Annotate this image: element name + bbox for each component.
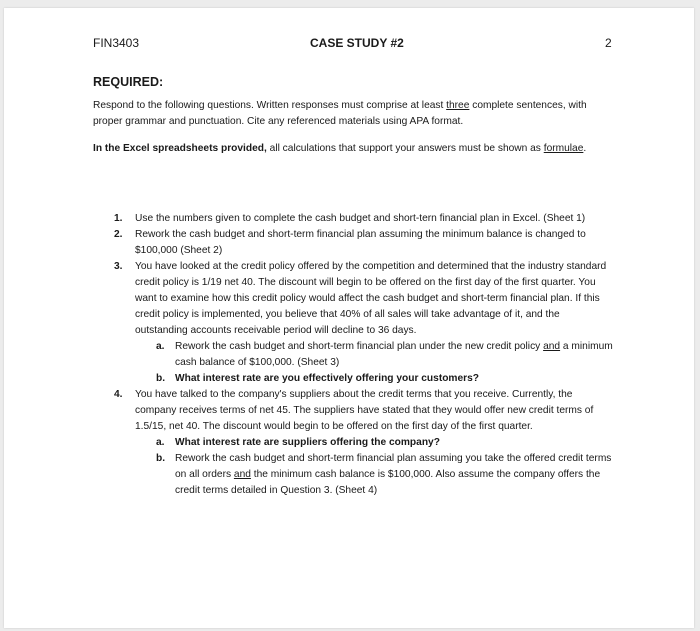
subpart-letter: b.	[156, 453, 166, 464]
document-title: CASE STUDY #2	[310, 36, 404, 50]
question-2	[114, 227, 614, 259]
instructions-paragraph-2: In the Excel spreadsheets provided, all calculations that support your answers must be shown as formulae.	[93, 143, 587, 154]
questions-list	[114, 211, 614, 499]
question-3	[114, 259, 614, 387]
question-number: 1.	[114, 213, 123, 224]
question-number: 3.	[114, 261, 123, 272]
question-text: You have looked at the credit policy offered by the competition and determined that the industry standard credit policy is 1/19 net 40. The discount will begin to be offered on the first day of the first quarter. You want to examine how this credit policy would affect the cash budget and short-term financial plan. If this credit policy is implemented, you believe that 40% of all sales will take advantage of it, and the outstanding accounts receivable period will decline to 36 days.	[135, 261, 607, 336]
question-1	[114, 211, 614, 227]
instructions-paragraph-1: Respond to the following questions. Written responses must comprise at least three complete sentences, with proper grammar and punctuation. Cite any referenced materials using APA format.	[93, 100, 587, 127]
subpart-letter: a.	[156, 437, 165, 448]
required-heading: REQUIRED:	[93, 75, 164, 89]
page-header	[4, 36, 694, 54]
page-number: 2	[605, 36, 612, 50]
question-4a	[156, 435, 614, 451]
question-3b	[156, 371, 614, 387]
subpart-text: What interest rate are suppliers offering the company?	[175, 437, 440, 448]
question-4b	[156, 451, 614, 499]
document-page	[4, 8, 694, 628]
question-text: Use the numbers given to complete the cash budget and short-tern financial plan in Excel. (Sheet 1)	[135, 213, 586, 224]
question-3a	[156, 339, 614, 371]
subpart-text: What interest rate are you effectively offering your customers?	[175, 373, 480, 384]
question-3-subparts	[135, 339, 614, 387]
subpart-text: Rework the cash budget and short-term financial plan under the new credit policy and a minimum cash balance of $100,000. (Sheet 3)	[175, 341, 613, 368]
subpart-letter: a.	[156, 341, 165, 352]
course-code: FIN3403	[93, 36, 140, 50]
question-number: 2.	[114, 229, 123, 240]
subpart-letter: b.	[156, 373, 166, 384]
question-text: Rework the cash budget and short-term financial plan assuming the minimum balance is changed to $100,000 (Sheet 2)	[135, 229, 586, 256]
subpart-text: Rework the cash budget and short-term financial plan assuming you take the offered credit terms on all orders and the minimum cash balance is $100,000. Also assume the company offers the credit terms detailed in Question 3. (Sheet 4)	[175, 453, 612, 496]
question-number: 4.	[114, 389, 123, 400]
question-4-subparts	[135, 435, 614, 499]
question-4	[114, 387, 614, 499]
question-text: You have talked to the company's suppliers about the credit terms that you receive. Currently, the company receives terms of net 45. The suppliers have stated that they would offer new credit terms of 1.5/15, net 40. The discount would begin to be offered on the first day of the first quarter.	[135, 389, 594, 432]
